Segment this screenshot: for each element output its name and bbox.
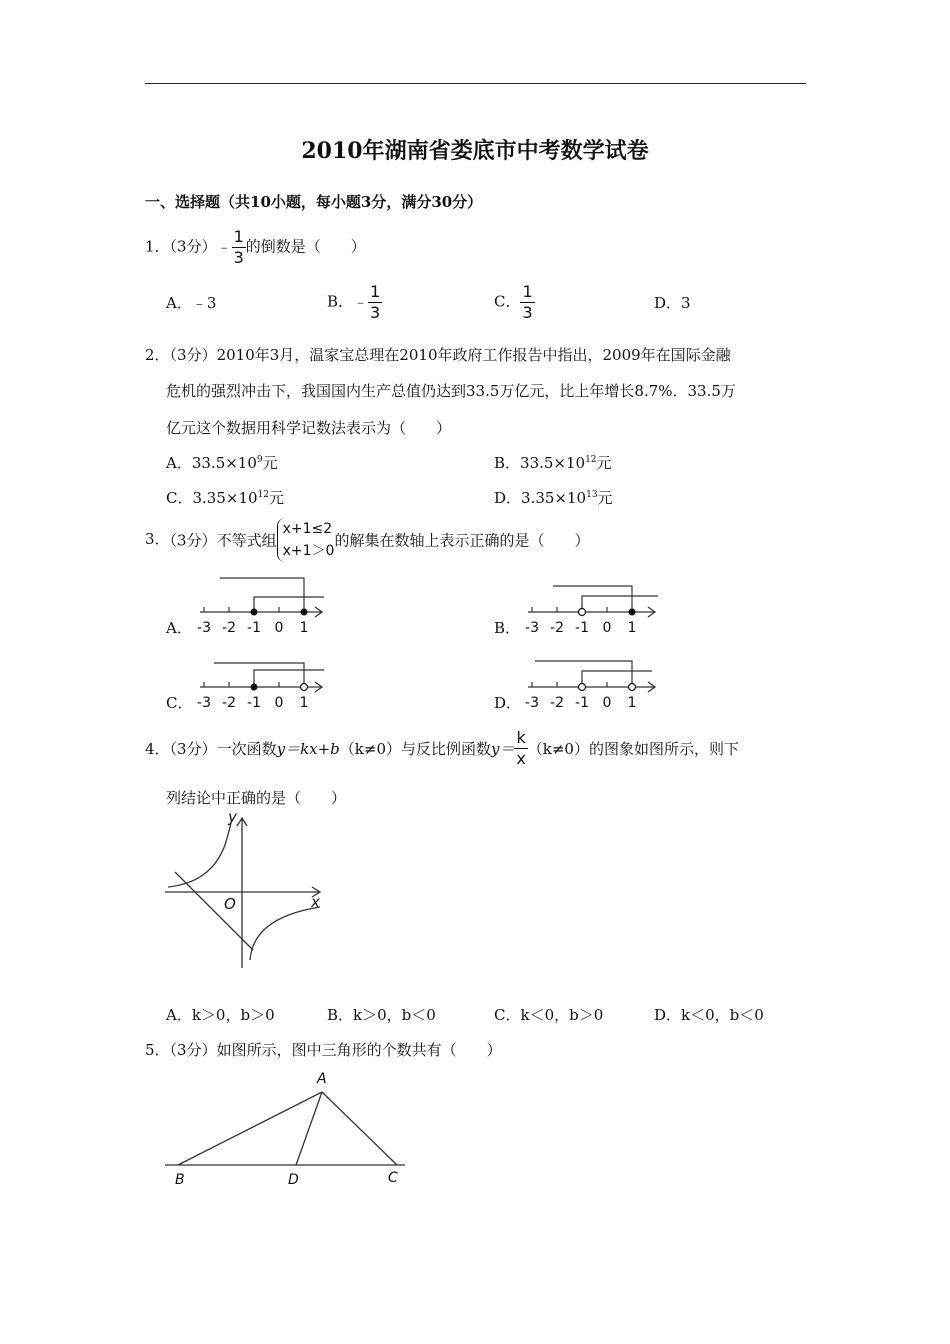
svg-text:y: y — [228, 810, 237, 826]
fraction-one-third: $\frac{1}{3}$ — [233, 227, 244, 267]
q5-triangle-diagram — [160, 1066, 410, 1190]
svg-text:x: x — [311, 893, 320, 911]
question-2-line-2: 危机的强烈冲击下，我国国内生产总值仍达到33.5万亿元，比上年增长8.7%．33.5万 — [166, 382, 736, 400]
svg-text:-3: -3 — [197, 620, 211, 636]
q2-option-c[interactable]: C．$3.35\times 10^{12}$元 — [166, 489, 284, 507]
inequality-system: x+1≤2 x+1＞0 — [277, 518, 335, 562]
svg-text:-1: -1 — [247, 620, 261, 636]
svg-text:1: 1 — [627, 695, 637, 711]
q1-option-c[interactable]: C． $\frac{1}{3}$ — [494, 282, 533, 322]
question-2-line-1: 2．（3分）2010年3月，温家宝总理在2010年政府工作报告中指出，2009年在国际金融 — [145, 346, 731, 364]
q4-option-c[interactable]: C．k＜0，b＞0 — [494, 1006, 604, 1024]
svg-text:1: 1 — [299, 620, 309, 636]
svg-text:-3: -3 — [525, 695, 539, 711]
svg-text:0: 0 — [602, 695, 612, 711]
svg-text:O: O — [224, 895, 236, 913]
svg-text:-2: -2 — [222, 695, 236, 711]
svg-text:B: B — [175, 1172, 185, 1188]
svg-text:-2: -2 — [550, 620, 564, 636]
question-4-line-2: 列结论中正确的是（ ） — [166, 789, 347, 807]
question-2-line-3: 亿元这个数据用科学记数法表示为（ ） — [166, 419, 452, 437]
q4-option-b[interactable]: B．k＞0，b＜0 — [327, 1006, 436, 1024]
q2-option-a[interactable]: A．$33.5\times 10^9$元 — [166, 454, 278, 472]
question-1: 1．（3分）﹣ $\frac{1}{3}$ 的倒数是（ ） — [145, 227, 366, 267]
header-rule — [145, 83, 806, 84]
q3-label-b[interactable]: B． — [494, 619, 521, 637]
svg-text:C: C — [388, 1170, 398, 1186]
q3-number-line-a[interactable] — [190, 574, 330, 636]
svg-text:D: D — [288, 1172, 299, 1188]
svg-text:-1: -1 — [247, 695, 261, 711]
question-4: 4．（3分）一次函数y＝kx+b（k≠0）与反比例函数y＝ $\frac{k}{x}$ （k≠0）的图象如图所示，则下 — [145, 728, 739, 768]
q3-label-d[interactable]: D． — [494, 694, 522, 712]
q3-label-a[interactable]: A． — [166, 619, 192, 637]
svg-text:-3: -3 — [525, 620, 539, 636]
svg-text:-2: -2 — [550, 695, 564, 711]
svg-text:1: 1 — [299, 695, 309, 711]
svg-text:0: 0 — [602, 620, 612, 636]
svg-text:-3: -3 — [197, 695, 211, 711]
q4-option-a[interactable]: A．k＞0，b＞0 — [166, 1006, 275, 1024]
question-5: 5．（3分）如图所示，图中三角形的个数共有（ ） — [145, 1041, 502, 1059]
q4-function-graph — [160, 810, 335, 970]
question-3: 3．（3分）不等式组 x+1≤2 x+1＞0 的解集在数轴上表示正确的是（ ） — [145, 518, 589, 562]
q1-option-d[interactable]: D．3 — [654, 294, 691, 312]
svg-text:-2: -2 — [222, 620, 236, 636]
q4-option-d[interactable]: D．k＜0，b＜0 — [654, 1006, 764, 1024]
page-title: 2010年湖南省娄底市中考数学试卷 — [301, 138, 649, 164]
svg-text:A: A — [317, 1071, 327, 1087]
svg-text:0: 0 — [274, 695, 284, 711]
q2-option-b[interactable]: B．$33.5\times 10^{12}$元 — [494, 454, 612, 472]
q1-option-a[interactable]: A．﹣3 — [166, 294, 217, 312]
q2-option-d[interactable]: D．$3.35\times 10^{13}$元 — [494, 489, 613, 507]
fraction-k-over-x: $\frac{k}{x}$ — [516, 728, 526, 768]
q3-number-line-b[interactable] — [518, 574, 663, 636]
q3-number-line-c[interactable] — [190, 657, 330, 711]
q1-option-b[interactable]: B．﹣ $\frac{1}{3}$ — [327, 282, 381, 322]
svg-text:-1: -1 — [575, 620, 589, 636]
svg-text:0: 0 — [274, 620, 284, 636]
svg-text:-1: -1 — [575, 695, 589, 711]
section-heading: 一、选择题（共10小题，每小题3分，满分30分） — [145, 193, 483, 211]
q3-label-c[interactable]: C． — [166, 694, 193, 712]
svg-text:1: 1 — [627, 620, 637, 636]
q3-number-line-d[interactable] — [518, 657, 663, 711]
